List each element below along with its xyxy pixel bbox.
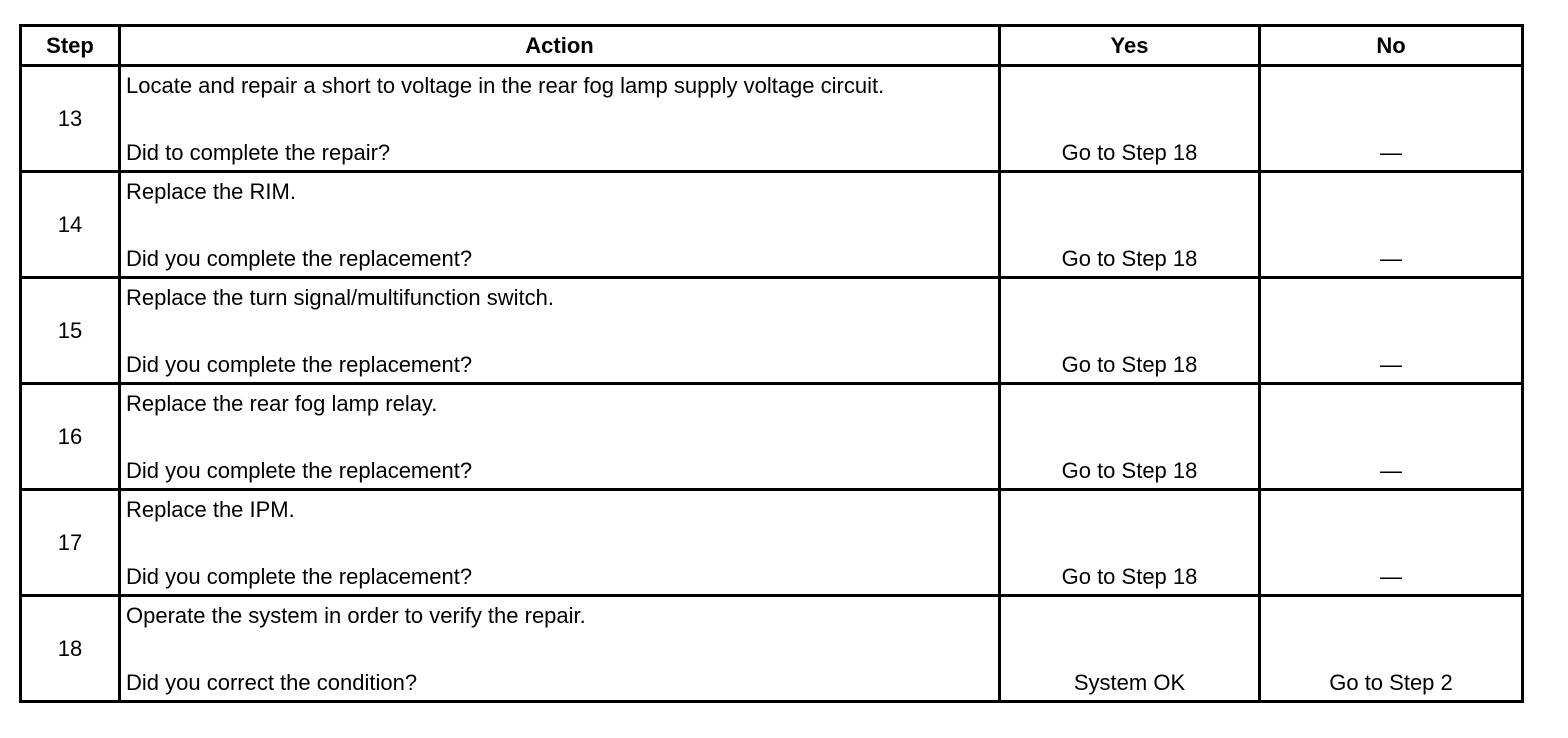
action-instruction: Replace the RIM.: [126, 179, 296, 204]
no-result: —: [1380, 564, 1402, 589]
no-result: —: [1380, 458, 1402, 483]
no-result: Go to Step 2: [1329, 670, 1453, 695]
header-action: Action: [120, 26, 1000, 66]
step-number: 16: [21, 384, 120, 490]
diagnostic-table: [19, 24, 1524, 703]
step-number: 15: [21, 278, 120, 384]
action-instruction: Replace the turn signal/multifunction switch.: [126, 285, 554, 310]
table-row: [21, 172, 1523, 278]
action-question: Did you complete the replacement?: [126, 246, 473, 271]
step-number: 18: [21, 596, 120, 702]
action-cell: [120, 384, 1000, 490]
table-row: [21, 66, 1523, 172]
header-step: Step: [21, 26, 120, 66]
yes-result: Go to Step 18: [1061, 246, 1198, 271]
action-question: Did you correct the condition?: [126, 670, 418, 695]
action-instruction: Replace the rear fog lamp relay.: [126, 391, 438, 416]
no-result: —: [1380, 140, 1402, 165]
action-question: Did you complete the replacement?: [126, 564, 473, 589]
action-cell: [120, 596, 1000, 702]
yes-result: Go to Step 18: [1061, 458, 1198, 483]
no-cell: [1260, 278, 1523, 384]
no-cell: [1260, 66, 1523, 172]
table-row: [21, 384, 1523, 490]
action-question: Did to complete the repair?: [126, 140, 391, 165]
action-question: Did you complete the replacement?: [126, 352, 473, 377]
step-number: 14: [21, 172, 120, 278]
yes-cell: [1000, 596, 1260, 702]
action-instruction: Replace the IPM.: [126, 497, 295, 522]
header-yes: Yes: [1000, 26, 1260, 66]
yes-result: Go to Step 18: [1061, 352, 1198, 377]
no-cell: [1260, 172, 1523, 278]
yes-cell: [1000, 490, 1260, 596]
action-instruction: Operate the system in order to verify the repair.: [126, 603, 586, 628]
no-cell: [1260, 490, 1523, 596]
yes-cell: [1000, 172, 1260, 278]
yes-cell: [1000, 384, 1260, 490]
yes-cell: [1000, 66, 1260, 172]
header-row: [21, 26, 1523, 66]
no-result: —: [1380, 352, 1402, 377]
action-cell: [120, 278, 1000, 384]
action-cell: [120, 490, 1000, 596]
table-row: [21, 596, 1523, 702]
action-question: Did you complete the replacement?: [126, 458, 473, 483]
action-cell: [120, 66, 1000, 172]
yes-result: System OK: [1073, 670, 1186, 695]
yes-result: Go to Step 18: [1061, 140, 1198, 165]
no-result: —: [1380, 246, 1402, 271]
table-row: [21, 278, 1523, 384]
yes-result: Go to Step 18: [1061, 564, 1198, 589]
no-cell: [1260, 596, 1523, 702]
no-cell: [1260, 384, 1523, 490]
table-row: [21, 490, 1523, 596]
action-cell: [120, 172, 1000, 278]
action-instruction: Locate and repair a short to voltage in the rear fog lamp supply voltage circuit.: [126, 73, 885, 98]
step-number: 17: [21, 490, 120, 596]
step-number: 13: [21, 66, 120, 172]
header-no: No: [1260, 26, 1523, 66]
yes-cell: [1000, 278, 1260, 384]
